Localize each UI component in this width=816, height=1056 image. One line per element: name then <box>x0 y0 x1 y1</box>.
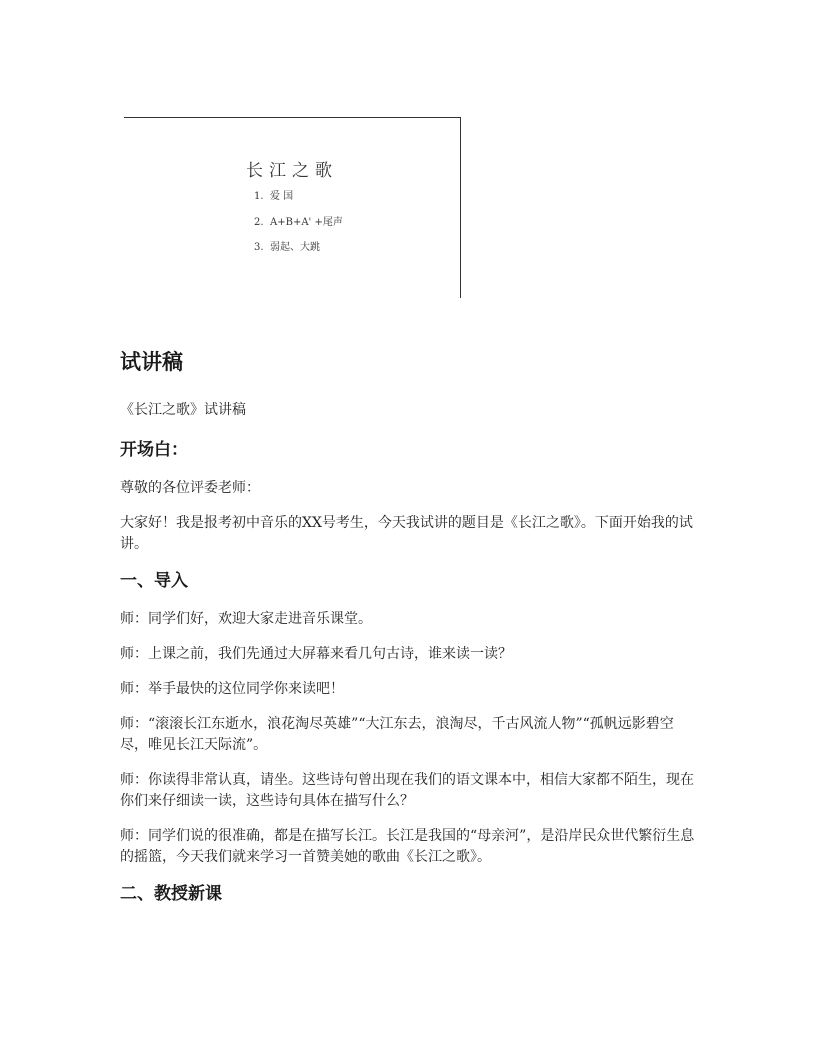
slide-item-text: 爱 国 <box>270 191 294 202</box>
document-subtitle: 《长江之歌》试讲稿 <box>120 402 246 418</box>
intro-paragraph: 师：同学们说的很准确，都是在描写长江。长江是我国的“母亲河”，是沿岸民众世代繁衍生息的摇篮，今天我们就来学习一首赞美她的歌曲《长江之歌》。 <box>120 828 695 865</box>
slide-outline <box>254 190 343 267</box>
slide-title: 长江之歌 <box>246 161 338 181</box>
section-heading-intro: 一、导入 <box>120 571 188 591</box>
opening-paragraph: 大家好！我是报考初中音乐的XX号考生，今天我试讲的题目是《长江之歌》。下面开始我的试讲。 <box>120 515 693 552</box>
slide-item-text: 弱起、大跳 <box>270 242 320 253</box>
section-heading-new-lesson: 二、教授新课 <box>120 884 222 904</box>
document-title: 试讲稿 <box>120 350 183 374</box>
intro-paragraph: 师：同学们好，欢迎大家走进音乐课堂。 <box>120 611 372 627</box>
intro-paragraph: 师：上课之前，我们先通过大屏幕来看几句古诗，谁来读一读？ <box>120 646 512 662</box>
slide-outline-item <box>254 190 343 216</box>
intro-paragraph: 师：举手最快的这位同学你来读吧！ <box>120 681 344 697</box>
slide-item-text: A+B+A' +尾声 <box>270 216 343 228</box>
intro-paragraph: 师：你读得非常认真，请坐。这些诗句曾出现在我们的语文课本中，相信大家都不陌生，现在你们来仔细读一读，这些诗句具体在描写什么？ <box>120 772 694 809</box>
opening-heading: 开场白： <box>120 440 188 460</box>
slide-outline-item <box>254 216 343 242</box>
opening-paragraph: 尊敬的各位评委老师： <box>120 480 260 496</box>
slide-item-number: 1. <box>254 191 264 202</box>
slide-item-number: 3. <box>254 242 264 253</box>
slide-item-number: 2. <box>254 216 264 228</box>
slide-thumbnail <box>124 117 461 298</box>
slide-outline-item <box>254 241 343 267</box>
document-body <box>120 347 700 922</box>
intro-paragraph: 师：“滚滚长江东逝水，浪花淘尽英雄”“大江东去，浪淘尽，千古风流人物”“孤帆远影碧空尽，唯见长江天际流”。 <box>120 716 674 753</box>
